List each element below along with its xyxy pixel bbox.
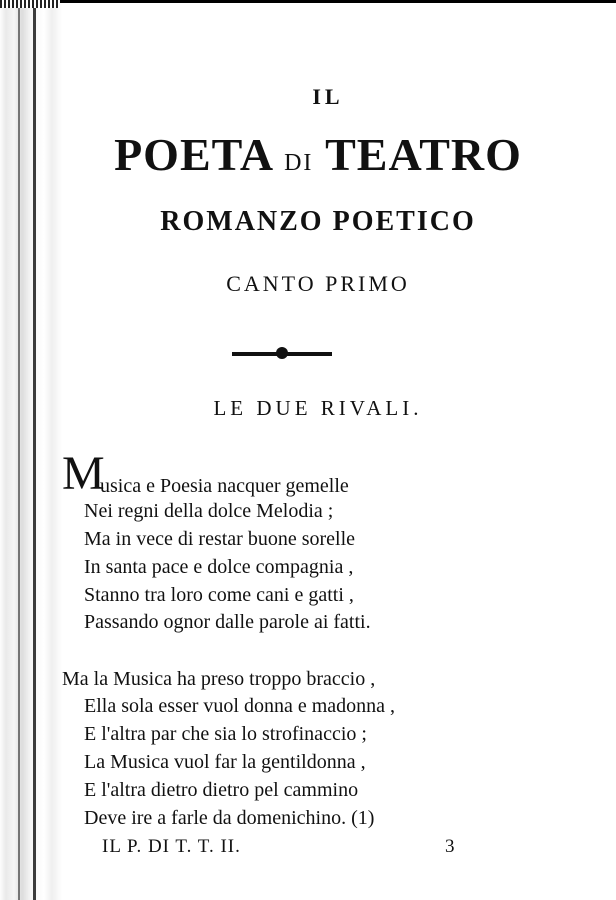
title-word-poeta: POETA <box>114 129 272 180</box>
title-word-di: DI <box>284 150 314 176</box>
subtitle: ROMANZO POETICO <box>160 206 476 237</box>
verse-line: E l'altra par che sia lo strofinaccio ; <box>84 723 367 745</box>
canto-heading: CANTO PRIMO <box>226 271 410 296</box>
title-word-teatro: TEATRO <box>325 129 522 180</box>
title-article: IL <box>312 84 344 109</box>
page-top-edge <box>0 0 616 3</box>
verse-line: Passando ognor dalle parole ai fatti. <box>84 611 371 633</box>
section-heading: LE DUE RIVALI. <box>213 396 423 420</box>
verse-line: Ella sola esser vuol donna e madonna , <box>84 695 396 717</box>
verse-line: usica e Poesia nacquer gemelle <box>100 475 349 497</box>
drop-cap: M <box>62 447 105 500</box>
signature-mark: IL P. DI T. T. II. <box>102 836 241 857</box>
verse-line: E l'altra dietro dietro pel cammino <box>84 779 359 801</box>
verse-line: In santa pace e dolce compagnia , <box>84 556 354 578</box>
verse-line: Stanno tra loro come cani e gatti , <box>84 584 354 606</box>
verse-line: Ma la Musica ha preso troppo braccio , <box>62 668 376 690</box>
verse-line: La Musica vuol far la gentildonna , <box>84 751 366 773</box>
page-number: 3 <box>445 836 455 857</box>
verse-line: Ma in vece di restar buone sorelle <box>84 528 356 550</box>
page-title <box>10 128 616 181</box>
ornament-center-dot <box>276 347 288 359</box>
page-top-ornament <box>0 0 60 8</box>
verse-line: Nei regni della dolce Melodia ; <box>84 500 334 522</box>
verse-line: Deve ire a farle da domenichino. (1) <box>84 807 375 829</box>
